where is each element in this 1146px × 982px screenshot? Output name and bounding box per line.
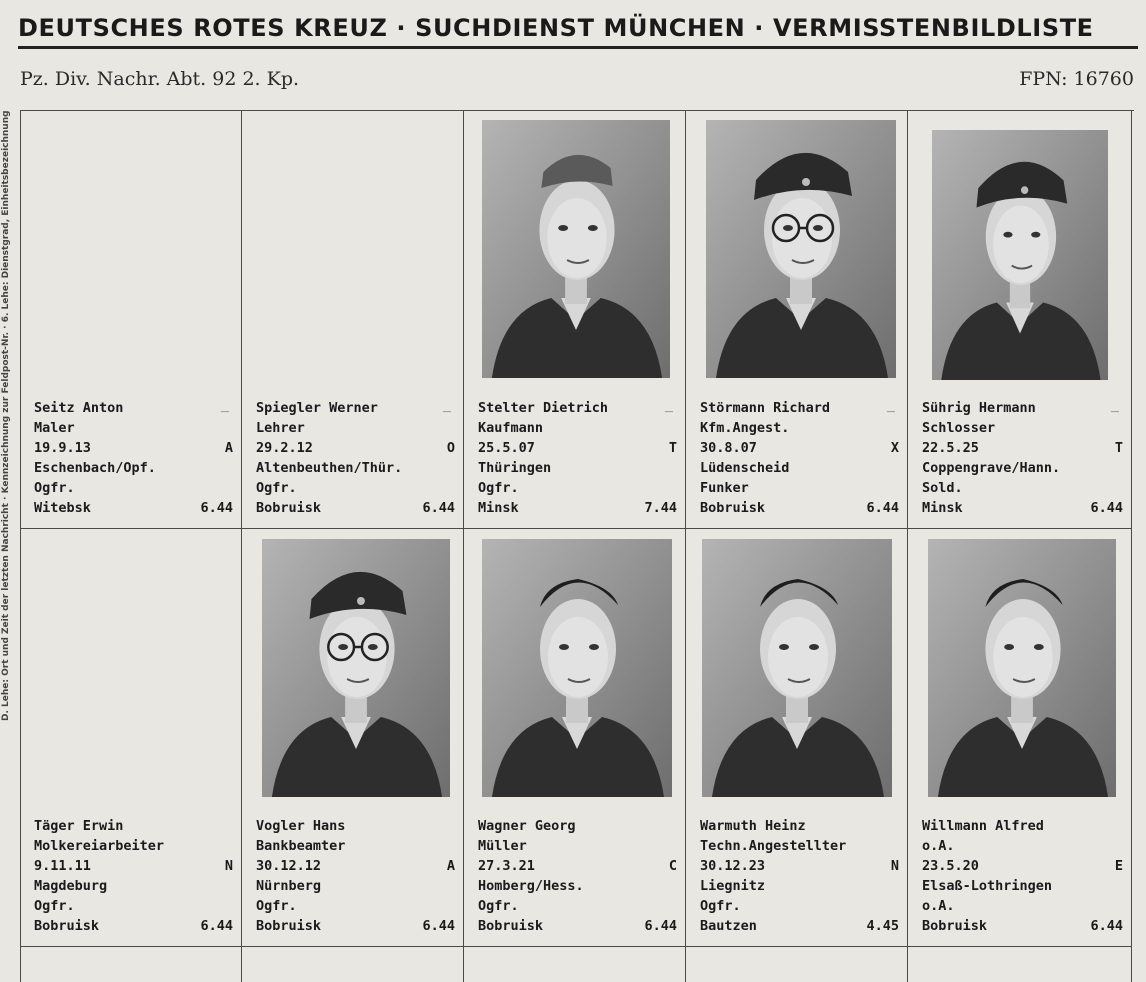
- person-last-place: Minsk: [922, 500, 963, 516]
- dash-mark: _: [442, 397, 451, 413]
- person-info: [922, 816, 1123, 936]
- person-info: [34, 398, 233, 518]
- person-info: [478, 398, 677, 518]
- person-birthdate: 27.3.21: [478, 858, 535, 874]
- dash-mark: _: [1110, 397, 1119, 413]
- person-birthdate: 30.8.07: [700, 440, 757, 456]
- dash-mark: _: [220, 397, 229, 413]
- portrait-photo: [932, 130, 1108, 380]
- person-last-place: Bobruisk: [256, 918, 322, 934]
- person-hometown: Magdeburg: [34, 878, 108, 894]
- person-hometown: Liegnitz: [700, 878, 766, 894]
- person-card: [908, 110, 1132, 529]
- person-last-date: 6.44: [200, 918, 233, 934]
- person-code: N: [224, 858, 233, 874]
- person-info: [922, 398, 1123, 518]
- person-code: T: [1114, 440, 1123, 456]
- person-occupation: Kaufmann: [478, 420, 544, 436]
- person-card: [20, 529, 242, 947]
- person-hometown: Nürnberg: [256, 878, 322, 894]
- person-rank: Funker: [700, 480, 749, 496]
- person-hometown: Homberg/Hess.: [478, 878, 584, 894]
- person-occupation: Molkereiarbeiter: [34, 838, 165, 854]
- person-info: [478, 816, 677, 936]
- person-birthdate: 22.5.25: [922, 440, 979, 456]
- person-name: Täger Erwin: [34, 818, 124, 834]
- person-card: [686, 529, 908, 947]
- person-birthdate: 19.9.13: [34, 440, 91, 456]
- person-occupation: Techn.Angestellter: [700, 838, 847, 854]
- person-info: [34, 816, 233, 936]
- person-hometown: Thüringen: [478, 460, 552, 476]
- portrait-photo: [262, 539, 450, 797]
- person-occupation: Bankbeamter: [256, 838, 346, 854]
- person-last-date: 6.44: [422, 500, 455, 516]
- person-info: [700, 816, 899, 936]
- person-last-place: Bobruisk: [922, 918, 988, 934]
- person-last-date: 6.44: [1090, 500, 1123, 516]
- person-hometown: Elsaß-Lothringen: [922, 878, 1053, 894]
- person-grid: [20, 110, 1134, 982]
- portrait-photo: [482, 539, 672, 797]
- person-rank: Ogfr.: [478, 480, 519, 496]
- empty-card: [242, 947, 464, 982]
- person-last-place: Bautzen: [700, 918, 757, 934]
- person-birthdate: 25.5.07: [478, 440, 535, 456]
- person-occupation: o.A.: [922, 838, 955, 854]
- portrait-photo: [928, 539, 1116, 797]
- person-occupation: Müller: [478, 838, 527, 854]
- empty-card: [20, 947, 242, 982]
- person-last-place: Bobruisk: [478, 918, 544, 934]
- person-last-place: Bobruisk: [34, 918, 100, 934]
- portrait-photo: [702, 539, 892, 797]
- person-last-place: Witebsk: [34, 500, 91, 516]
- person-hometown: Lüdenscheid: [700, 460, 790, 476]
- person-code: A: [446, 858, 455, 874]
- person-occupation: Lehrer: [256, 420, 305, 436]
- person-card: [20, 110, 242, 529]
- person-name: Wagner Georg: [478, 818, 576, 834]
- person-occupation: Schlosser: [922, 420, 996, 436]
- person-rank: Ogfr.: [478, 898, 519, 914]
- person-name: Vogler Hans: [256, 818, 346, 834]
- margin-note-text: D. Lehe: Ort und Zeit der letzten Nachricht · Kennzeichnung zur Feldpost-Nr. · 6. Lehe: Dienstgrad, Einheitsbezeichnung: [1, 110, 11, 721]
- person-rank: Ogfr.: [34, 480, 75, 496]
- empty-card: [908, 947, 1132, 982]
- person-hometown: Coppengrave/Hann.: [922, 460, 1061, 476]
- unit-designation: Pz. Div. Nachr. Abt. 92 2. Kp.: [20, 68, 300, 90]
- person-birthdate: 29.2.12: [256, 440, 313, 456]
- person-info: [256, 816, 455, 936]
- person-code: O: [446, 440, 455, 456]
- person-card: [464, 529, 686, 947]
- person-last-date: 7.44: [644, 500, 677, 516]
- person-rank: Ogfr.: [256, 898, 297, 914]
- person-hometown: Eschenbach/Opf.: [34, 460, 156, 476]
- person-card: [908, 529, 1132, 947]
- person-last-date: 6.44: [644, 918, 677, 934]
- person-card: [464, 110, 686, 529]
- person-card: [242, 110, 464, 529]
- person-name: Spiegler Werner: [256, 400, 378, 416]
- person-info: [256, 398, 455, 518]
- person-name: Stelter Dietrich: [478, 400, 609, 416]
- person-name: Seitz Anton: [34, 400, 124, 416]
- person-info: [700, 398, 899, 518]
- person-card: [686, 110, 908, 529]
- person-birthdate: 9.11.11: [34, 858, 91, 874]
- field-post-number: FPN: 16760: [1019, 68, 1134, 90]
- person-name: Störmann Richard: [700, 400, 831, 416]
- dash-mark: _: [886, 397, 895, 413]
- page-header: [18, 14, 1138, 49]
- person-last-date: 6.44: [422, 918, 455, 934]
- person-last-place: Bobruisk: [700, 500, 766, 516]
- person-name: Sührig Hermann: [922, 400, 1036, 416]
- person-rank: Ogfr.: [34, 898, 75, 914]
- person-birthdate: 23.5.20: [922, 858, 979, 874]
- person-rank: o.A.: [922, 898, 955, 914]
- person-code: T: [668, 440, 677, 456]
- person-rank: Sold.: [922, 480, 963, 496]
- person-rank: Ogfr.: [700, 898, 741, 914]
- page-title: DEUTSCHES ROTES KREUZ · SUCHDIENST MÜNCHEN · VERMISSTENBILDLISTE: [18, 14, 1094, 42]
- person-birthdate: 30.12.12: [256, 858, 322, 874]
- person-last-place: Bobruisk: [256, 500, 322, 516]
- person-rank: Ogfr.: [256, 480, 297, 496]
- person-last-date: 4.45: [866, 918, 899, 934]
- person-card: [242, 529, 464, 947]
- person-name: Willmann Alfred: [922, 818, 1044, 834]
- empty-card: [464, 947, 686, 982]
- person-code: E: [1114, 858, 1123, 874]
- portrait-photo: [706, 120, 896, 378]
- person-last-date: 6.44: [1090, 918, 1123, 934]
- person-birthdate: 30.12.23: [700, 858, 766, 874]
- person-last-date: 6.44: [866, 500, 899, 516]
- margin-note: [0, 100, 14, 982]
- person-code: N: [890, 858, 899, 874]
- person-code: C: [668, 858, 677, 874]
- person-last-date: 6.44: [200, 500, 233, 516]
- person-name: Warmuth Heinz: [700, 818, 806, 834]
- person-hometown: Altenbeuthen/Thür.: [256, 460, 403, 476]
- person-occupation: Kfm.Angest.: [700, 420, 790, 436]
- person-code: X: [890, 440, 899, 456]
- person-code: A: [224, 440, 233, 456]
- portrait-photo: [482, 120, 670, 378]
- dash-mark: _: [664, 397, 673, 413]
- person-last-place: Minsk: [478, 500, 519, 516]
- empty-card: [686, 947, 908, 982]
- person-occupation: Maler: [34, 420, 75, 436]
